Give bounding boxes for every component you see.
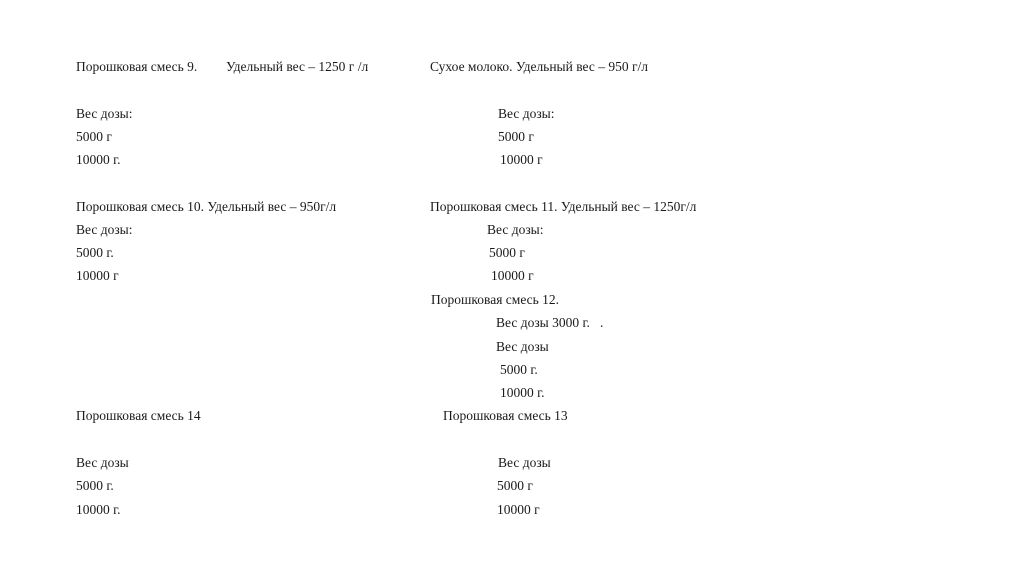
block-9-dose-2: 10000 г. <box>76 152 121 167</box>
block-11-title: Порошковая смесь 11. Удельный вес – 1250г/л <box>430 199 697 214</box>
block-12-dose-label: Вес дозы <box>496 339 549 354</box>
block-12-dose-1: 5000 г. <box>500 362 538 377</box>
block-10-dose-label: Вес дозы: <box>76 222 133 237</box>
block-12-title: Порошковая смесь 12. <box>431 292 560 307</box>
block-14-dose-2: 10000 г. <box>76 502 121 517</box>
block-13-dose-2: 10000 г <box>497 502 540 517</box>
block-10-dose-1: 5000 г. <box>76 245 114 260</box>
block-11-dose-1: 5000 г <box>489 245 525 260</box>
block-9-dose-1: 5000 г <box>76 129 112 144</box>
block-12-dose-2: 10000 г. <box>500 385 545 400</box>
block-11-dose-label: Вес дозы: <box>487 222 544 237</box>
block-milk-dose-label: Вес дозы: <box>498 106 555 121</box>
block-11-dose-2: 10000 г <box>491 268 534 283</box>
block-milk-dose-2: 10000 г <box>500 152 543 167</box>
block-9-title: Порошковая смесь 9. <box>76 59 198 74</box>
block-10-title: Порошковая смесь 10. Удельный вес – 950г/л <box>76 199 337 214</box>
block-14-title: Порошковая смесь 14 <box>76 408 201 423</box>
block-milk-dose-1: 5000 г <box>498 129 534 144</box>
block-9-dose-label: Вес дозы: <box>76 106 133 121</box>
block-13-title: Порошковая смесь 13 <box>443 408 568 423</box>
block-13-dose-1: 5000 г <box>497 478 533 493</box>
block-14-dose-label: Вес дозы <box>76 455 129 470</box>
block-milk-title: Сухое молоко. Удельный вес – 950 г/л <box>430 59 648 74</box>
block-14-dose-1: 5000 г. <box>76 478 114 493</box>
block-12-dose-line: Вес дозы 3000 г. . <box>496 315 604 330</box>
block-13-dose-label: Вес дозы <box>498 455 551 470</box>
block-10-dose-2: 10000 г <box>76 268 119 283</box>
block-9-density: Удельный вес – 1250 г /л <box>226 59 369 74</box>
